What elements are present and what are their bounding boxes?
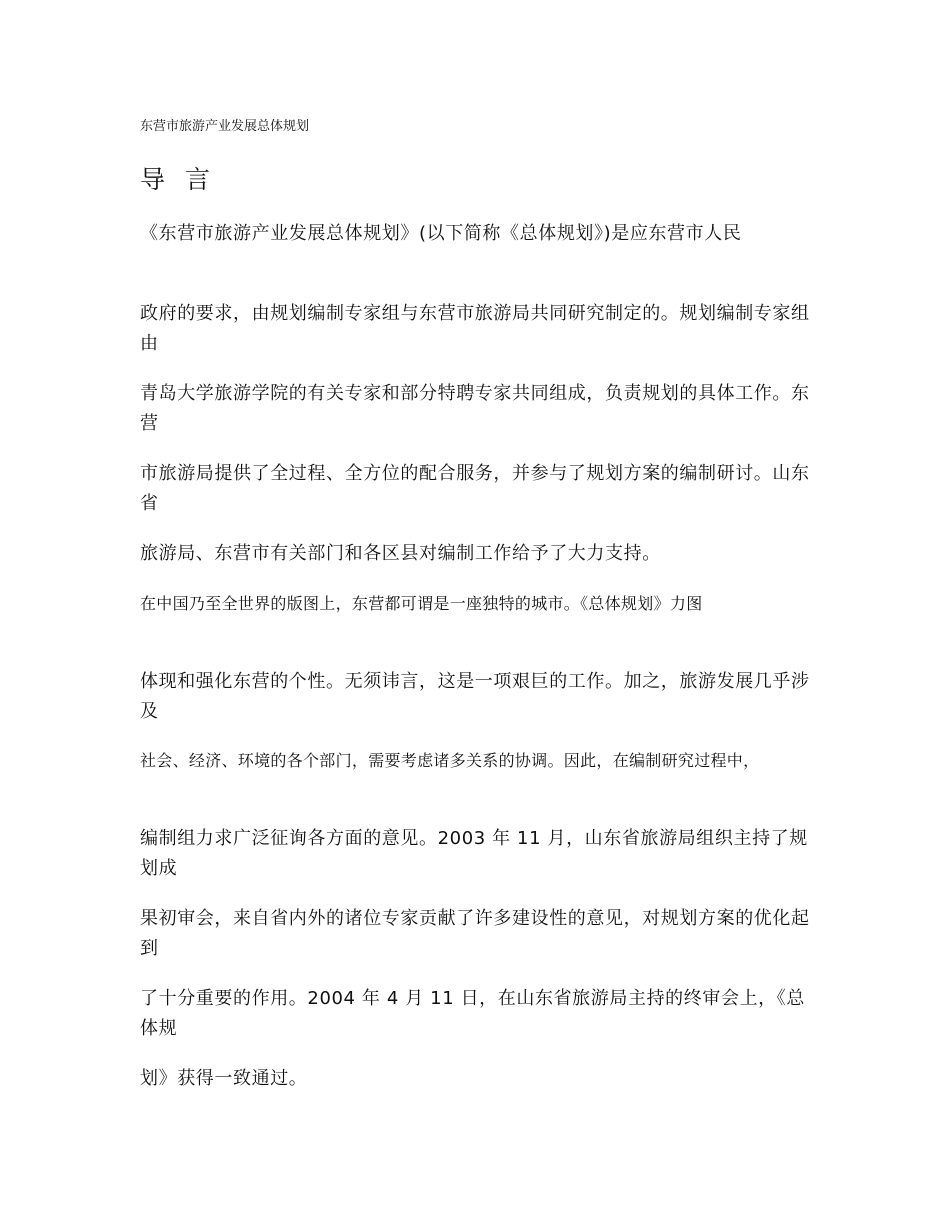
paragraph-line: 旅游局、东营市有关部门和各区县对编制工作给予了大力支持。 [140, 543, 661, 564]
paragraph-line: 青岛大学旅游学院的有关专家和部分特聘专家共同组成，负责规划的具体工作。东营 [140, 383, 810, 434]
paragraph-line: 了十分重要的作用。2004 年 4 月 11 日，在山东省旅游局主持的终审会上，《总体规 [140, 988, 805, 1039]
paragraph-line: 在中国乃至全世界的版图上，东营都可谓是一座独特的城市。《总体规划》力图 [140, 594, 703, 613]
paragraph-line: 划》获得一致通过。 [140, 1068, 308, 1089]
paragraph-line: 《东营市旅游产业发展总体规划》(以下简称《总体规划》)是应东营市人民 [140, 223, 742, 244]
running-header: 东营市旅游产业发展总体规划 [140, 119, 310, 134]
paragraph-line: 政府的要求，由规划编制专家组与东营市旅游局共同研究制定的。规划编制专家组由 [140, 303, 810, 354]
paragraph-line: 编制组力求广泛征询各方面的意见。2003 年 11 月，山东省旅游局组织主持了规划成 [140, 828, 808, 879]
paragraph-line: 果初审会，来自省内外的诸位专家贡献了许多建设性的意见，对规划方案的优化起到 [140, 908, 810, 959]
paragraph-line: 体现和强化东营的个性。无须讳言，这是一项艰巨的工作。加之，旅游发展几乎涉及 [140, 671, 810, 722]
paragraph-line: 市旅游局提供了全过程、全方位的配合服务，并参与了规划方案的编制研讨。山东省 [140, 463, 810, 514]
paragraph-line: 社会、经济、环境的各个部门，需要考虑诸多关系的协调。因此，在编制研究过程中， [140, 751, 760, 770]
section-heading: 导 言 [140, 165, 216, 194]
